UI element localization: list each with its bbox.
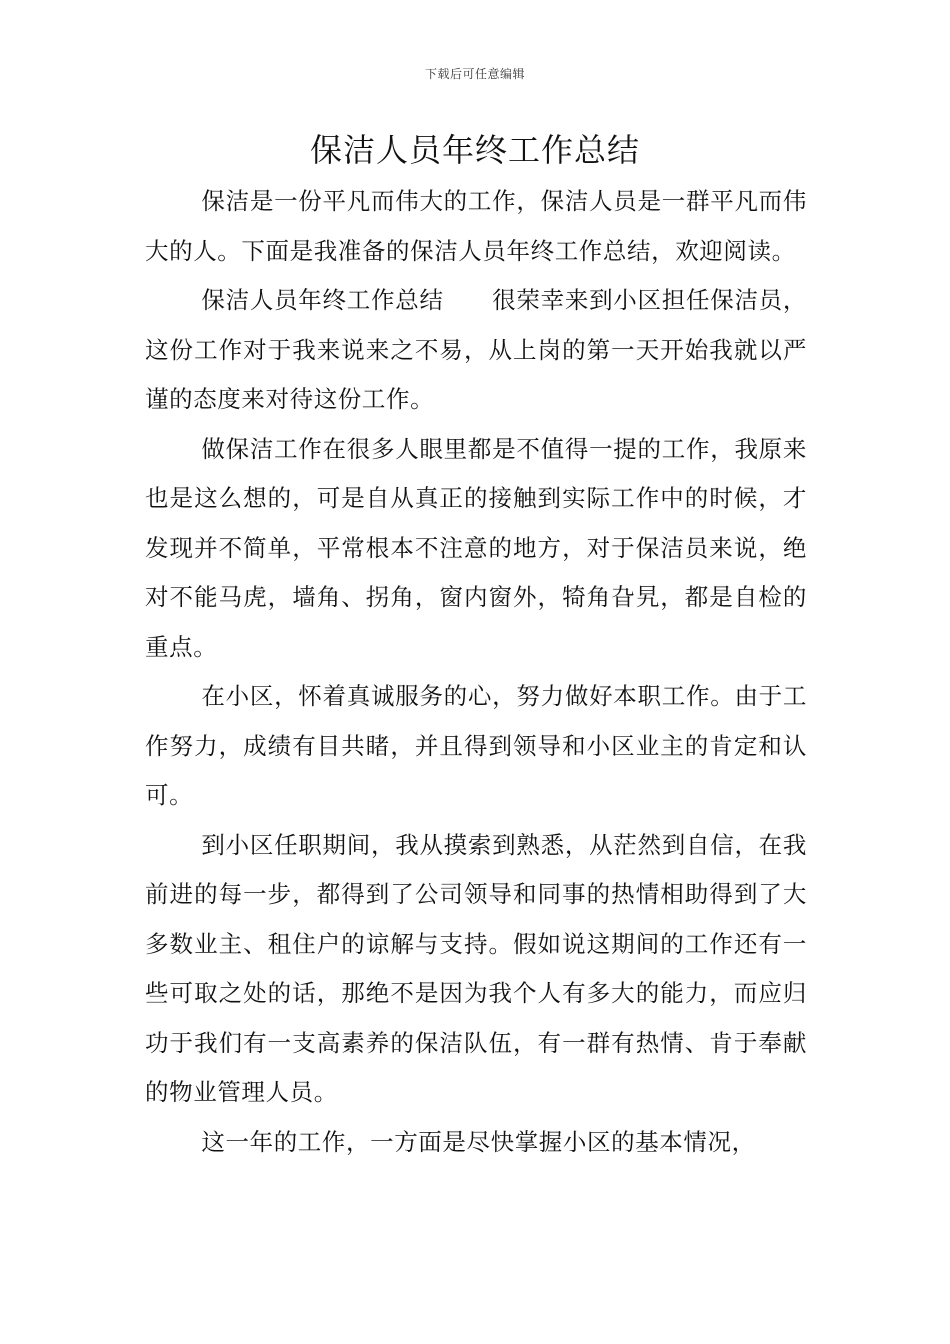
paragraph-opening: 保洁人员年终工作总结 很荣幸来到小区担任保洁员，这份工作对于我来说来之不易，从上岗的第一天开始我就以严谨的态度来对待这份工作。 [145, 286, 807, 413]
paragraph-year-review: 这一年的工作，一方面是尽快掌握小区的基本情况， [201, 1127, 756, 1156]
document-body [145, 177, 807, 1167]
paragraph-intro: 保洁是一份平凡而伟大的工作，保洁人员是一群平凡而伟大的人。下面是我准备的保洁人员年终工作总结，欢迎阅读。 [145, 187, 807, 265]
page-header-note: 下载后可任意编辑 [424, 67, 525, 81]
paragraph-work-details: 做保洁工作在很多人眼里都是不值得一提的工作，我原来也是这么想的，可是自从真正的接触到实际工作中的时候，才发现并不简单，平常根本不注意的地方，对于保洁员来说，绝对不能马虎，墙角、拐角，窗内窗外，犄角旮旯，都是自检的重点。 [145, 434, 807, 661]
document-title: 保洁人员年终工作总结 [309, 131, 640, 169]
paragraph-achievement: 在小区，怀着真诚服务的心，努力做好本职工作。由于工作努力，成绩有目共睹，并且得到领导和小区业主的肯定和认可。 [145, 682, 807, 809]
paragraph-gratitude: 到小区任职期间，我从摸索到熟悉，从茫然到自信，在我前进的每一步，都得到了公司领导和同事的热情相助得到了大多数业主、租住户的谅解与支持。假如说这期间的工作还有一些可取之处的话，那绝不是因为我个人有多大的能力，而应归功于我们有一支高素养的保洁队伍，有一群有热情、肯于奉献的物业管理人员。 [145, 830, 807, 1106]
